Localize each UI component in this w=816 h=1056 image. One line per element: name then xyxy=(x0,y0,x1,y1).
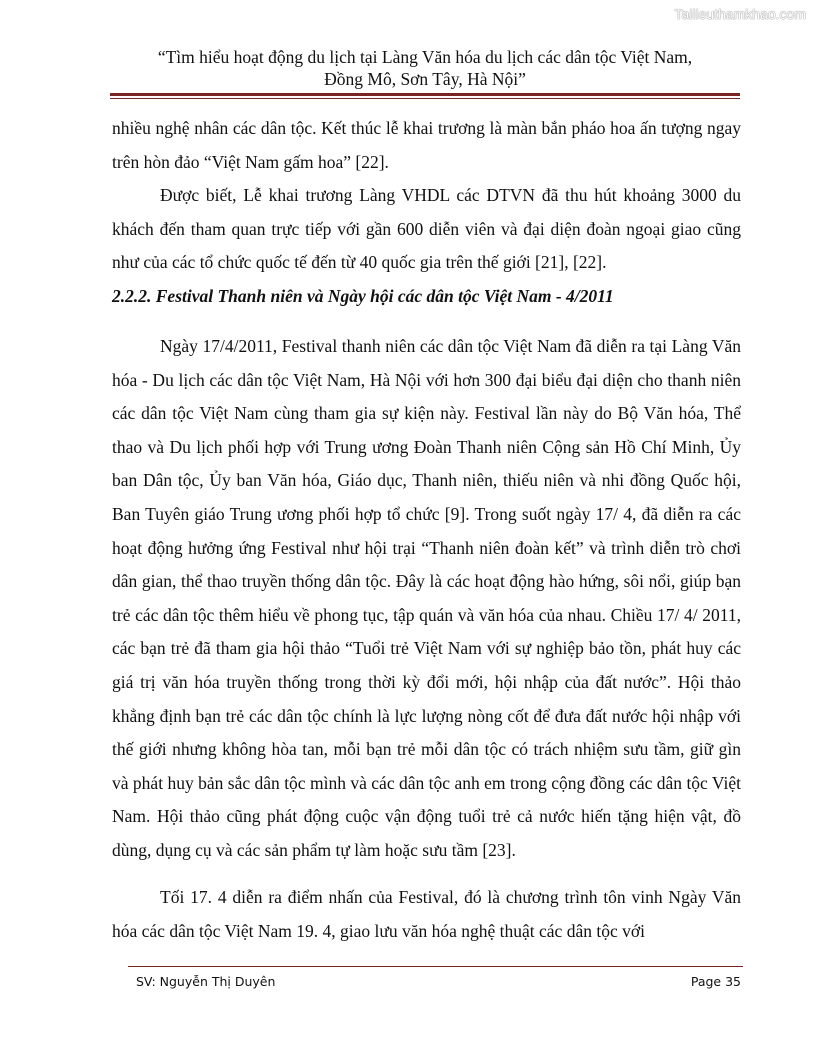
page-number: Page 35 xyxy=(690,974,741,989)
header-divider xyxy=(110,93,740,99)
watermark: Tailieuthamkhao.com xyxy=(674,6,806,22)
header-title-line-1: “Tìm hiểu hoạt động du lịch tại Làng Văn hóa du lịch các dân tộc Việt Nam, xyxy=(157,47,693,67)
paragraph-festival: Ngày 17/4/2011, Festival thanh niên các dân tộc Việt Nam đã diễn ra tại Làng Văn hóa - Du lịch các dân tộc Việt Nam, Hà Nội với hơn 300 đại biểu đại diện cho thanh niên các dân tộc Việt Nam cùng tham gia sự kiện này. Festival lần này do Bộ Văn hóa, Thể thao và Du lịch phối hợp với Trung ương Đoàn Thanh niên Cộng sản Hồ Chí Minh, Ủy ban Dân tộc, Ủy ban Văn hóa, Giáo dục, Thanh niên, thiếu niên và nhi đồng Quốc hội, Ban Tuyên giáo Trung ương phối hợp tổ chức [9]. Trong suốt ngày 17/ 4, đã diễn ra các hoạt động hưởng ứng Festival như hội trại “Thanh niên đoàn kết” và trình diễn trò chơi dân gian, thể thao truyền thống dân tộc. Đây là các hoạt động hào hứng, sôi nổi, giúp bạn trẻ các dân tộc thêm hiểu về phong tục, tập quán và văn hóa của nhau. Chiều 17/ 4/ 2011, các bạn trẻ đã tham gia hội thảo “Tuổi trẻ Việt Nam với sự nghiệp bảo tồn, phát huy các giá trị văn hóa truyền thống trong thời kỳ đổi mới, hội nhập của đất nước”. Hội thảo khẳng định bạn trẻ các dân tộc chính là lực lượng nòng cốt để đưa đất nước hội nhập với thế giới nhưng không hòa tan, mỗi bạn trẻ mỗi dân tộc có trách nhiệm sưu tầm, giữ gìn và phát huy bản sắc dân tộc mình và các dân tộc anh em trong cộng đồng các dân tộc Việt Nam. Hội thảo cũng phát động cuộc vận động tuổi trẻ cả nước hiến tặng hiện vật, đồ dùng, dụng cụ và các sản phẩm tự làm hoặc sưu tầm [23]. xyxy=(112,335,741,860)
paragraph-continued: nhiều nghệ nhân các dân tộc. Kết thúc lễ khai trương là màn bắn pháo hoa ấn tượng ngay trên hòn đảo “Việt Nam gấm hoa” [22]. xyxy=(112,118,741,172)
paragraph-evening: Tối 17. 4 diễn ra điểm nhấn của Festival, đó là chương trình tôn vinh Ngày Văn hóa các dân tộc Việt Nam 19. 4, giao lưu văn hóa nghệ thuật các dân tộc với xyxy=(112,887,741,942)
footer-author: SV: Nguyễn Thị Duyên xyxy=(136,974,276,989)
paragraph-khai-truong: Được biết, Lễ khai trương Làng VHDL các DTVN đã thu hút khoảng 3000 du khách đến tham quan trực tiếp với gần 600 diễn viên và đại diện đoàn ngoại giao cũng như của các tổ chức quốc tế đến từ 40 quốc gia trên thế giới [21], [22]. xyxy=(112,185,741,273)
section-heading: 2.2.2. Festival Thanh niên và Ngày hội các dân tộc Việt Nam - 4/2011 xyxy=(112,285,614,306)
document-body xyxy=(112,112,741,949)
header-title-line-2: Đồng Mô, Sơn Tây, Hà Nội” xyxy=(324,69,526,89)
footer-divider xyxy=(128,966,743,967)
page-header xyxy=(110,46,740,90)
